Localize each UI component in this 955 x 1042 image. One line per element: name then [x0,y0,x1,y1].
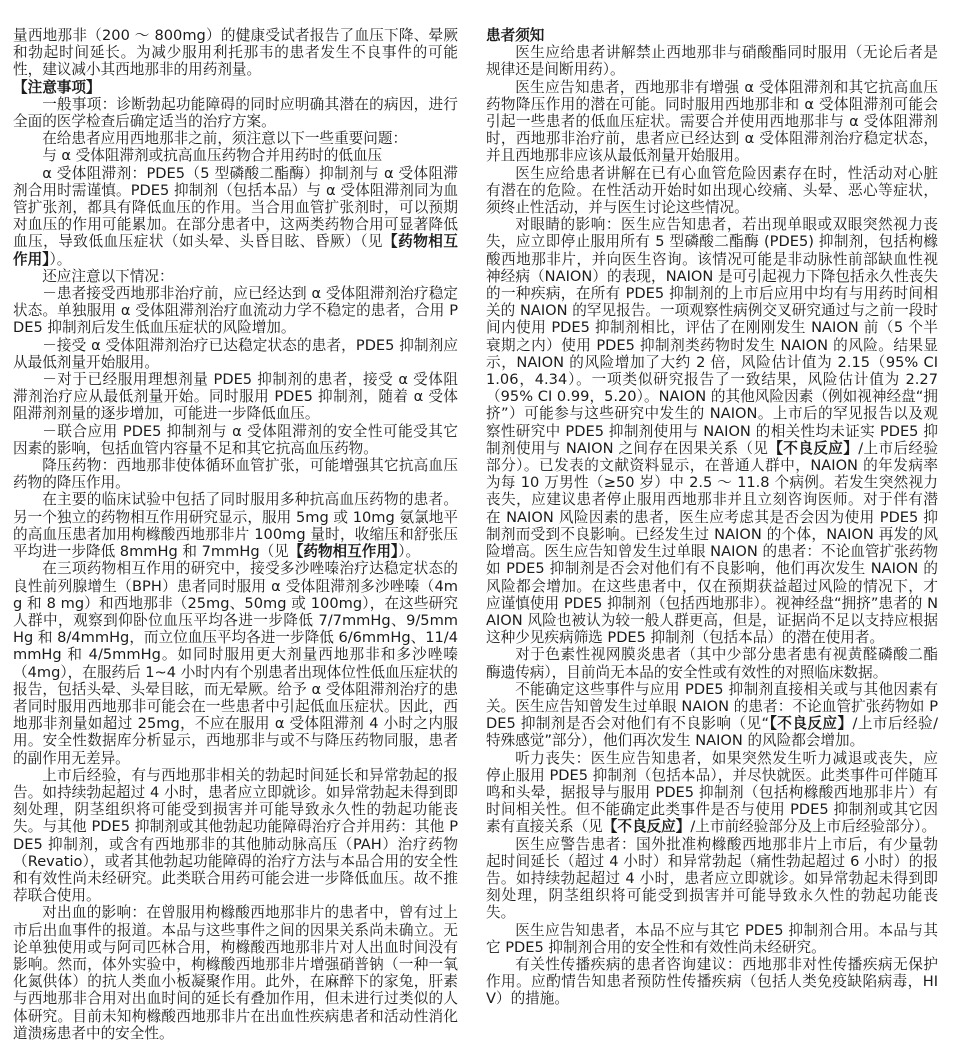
body-text: 医生应给患者讲解在已有心血管危险因素存在时，性活动对心脏有潜在的危险。在性活动开始时如出现心绞痛、头晕、恶心等症状，须终止性活动，并与医生讨论这些情况。 [486,164,938,217]
emphasized-text: 【不良反应】 [769,715,853,733]
body-text: 在给患者应用西地那非之前，须注意以下一些重要问题： [42,130,408,148]
paragraph [13,560,458,766]
paragraph [486,165,938,217]
body-text: α 受体阻滞剂：PDE5（5 型磷酸二酯酶）抑制剂与 α 受体阻滞剂合用时需谨慎。PDE5 抑制剂（包括本品）与 α 受体阻滞剂同为血管扩张剂，都具有降低血压的作用。当合用血管扩张剂时，可以预期对血压的作用可能累加。在部分患者中，这两类药物合用可显著降低血压，导致低血压症状（如头晕、头昏目眩、昏厥）（见 [13,164,458,251]
paragraph [13,285,458,337]
body-text: 降压药物：西地那非使体循环血管扩张，可能增强其它抗高血压药物的降压作用。 [13,457,458,492]
body-text: 医生应警告患者：国外批准枸橼酸西地那非片上市后，有少量勃起时间延长（超过 4 小时）和异常勃起（痛性勃起超过 6 小时）的报告。如持续勃起超过 4 小时，患者应立即就诊。如异常勃起未得到即刻处理，阴茎组织将可能受到损害并可能导致永久性的勃起功能丧失。 [486,835,938,922]
paragraph [486,646,938,680]
paragraph [486,216,938,646]
section-heading [486,27,938,44]
body-text: ）。 [398,543,421,561]
paragraph [13,130,458,147]
paragraph [486,44,938,78]
body-text: 有关性传播疾病的患者咨询建议：西地那非对性传播疾病无保护作用。应酌情告知患者预防性传播疾病（包括人类免疫缺陷病毒，HIV）的措施。 [486,955,938,1008]
right-column [486,27,938,1042]
body-text: －接受 α 受体阻滞剂治疗已达稳定状态的患者，PDE5 抑制剂应从最低剂量开始服用。 [13,336,458,371]
body-text: 不能确定这些事件与应用 PDE5 抑制剂直接相关或与其他因素有关。医生应告知曾发生过单眼 NAION 的患者：不论血管扩张药物如 PDE5 抑制剂是否会对他们有不良影响（见“ [486,680,938,733]
body-text: 与 α 受体阻滞剂或抗高血压药物合并用药时的低血压 [42,147,383,165]
paragraph [13,457,458,491]
body-text: 医生应给患者讲解禁止西地那非与硝酸酯同时服用（无论后者是规律还是间断用药）。 [486,44,938,79]
body-text: ）。 [49,250,72,268]
body-text: 对出血的影响：在曾服用枸橼酸西地那非片的患者中，曾有过上市后出血事件的报道。本品与这些事件之间的因果关系尚未确立。无论单独使用或与阿司匹林合用，枸橼酸西地那非片对人出血时间没有影响。然而，体外实验中，枸橼酸西地那非片增强硝普钠（一种一氧化氮供体）的抗人类血小板凝聚作用。此外，在麻醉下的家兔，肝素与西地那非合用对出血时间的延长有叠加作用，但未进行过类似的人体研究。目前未知枸橼酸西地那非片在出血性疾病患者和活动性消化道溃疡患者中的安全性。 [13,904,458,1042]
paragraph [13,96,458,130]
paragraph [13,491,458,560]
paragraph [13,371,458,423]
body-text: 听力丧失：医生应告知患者，如果突然发生听力减退或丧失，应停止服用 PDE5 抑制剂（包括本品），并尽快就医。此类事件可伴随耳鸣和头晕，据报导与服用 PDE5 抑制剂（包括枸橼酸西地那非片）有时间相关性。但不能确定此类事件是否与使用 PDE5 抑制剂或其它因素有直接关系（见 [486,749,938,836]
paragraph [13,268,458,285]
left-column [13,27,458,1042]
paragraph [486,956,938,1008]
body-text: /上市后经验/特殊感觉”部分），他们再次发生 NAION 的风险都会增加。 [486,715,938,750]
body-text: 在主要的临床试验中包括了同时服用多种抗高血压药物的患者。另一个独立的药物相互作用研究显示，服用 5mg 或 10mg 氨氯地平的高血压患者加用枸橼酸西地那非片 100mg 量时，收缩压和舒张压平均进一步降低 8mmHg 和 7mmHg（见 [13,491,458,561]
body-text: 一般事项：诊断勃起功能障碍的同时应明确其潜在的病因，进行全面的医学检查后确定适当的治疗方案。 [13,95,458,131]
paragraph [486,836,938,922]
emphasized-text: 【不良反应】 [768,439,859,457]
body-text: 对于色素性视网膜炎患者（其中少部分患者患有视黄醛磷酸二酯酶遗传病），目前尚无本品的安全性或有效性的对照临床数据。 [486,646,938,681]
body-text: 对眼睛的影响：医生应告知患者，若出现单眼或双眼突然视力丧失，应立即停止服用所有 5 型磷酸二酯酶 (PDE5) 抑制剂，包括枸橼酸西地那非片，并向医生咨询。该情况可能是非动脉性前部缺血性视神经病（NAION）的表现，NAION 是可引起视力下降包括永久性丧失的一种疾病，在所有 PDE5 抑制剂的上市后应用中均有与用药时间相关的 NAION 的罕见报告。一项观察性病例交叉研究通过与之前一段时间内使用 PDE5 抑制剂相比，评估了在刚刚发生 NAION 前（5 个半衰期之内）使用 PDE5 抑制剂类药物时发生 NAION 的风险。结果显示，NAION 的风险增加了大约 2 倍，风险估计值为 2.15（95% CI 1.06，4.34）。一项类似研究报告了一致结果，风险估计值为 2.27（95% CI 0.99，5.20）。NAION 的其他风险因素（例如视神经盘“拥挤”）可能参与这些研究中发生的 NAION。上市后的罕见报告以及观察性研究中 PDE5 抑制剂使用与 NAION 的相关性均未证实 PDE5 抑制剂使用与 NAION 之间存在因果关系（见 [486,216,938,457]
body-text: 医生应告知患者，西地那非有增强 α 受体阻滞剂和其它抗高血压药物降压作用的潜在可能。同时服用西地那非和 α 受体阻滞剂可能会引起一些患者的低血压症状。需要合并使用西地那非与 α 受体阻滞剂时，西地那非治疗前，患者应已经达到 α 受体阻滞剂治疗稳定状态，并且西地那非应该从最低剂量开始服用。 [486,78,938,165]
paragraph [486,750,938,836]
body-text: －联合应用 PDE5 抑制剂与 α 受体阻滞剂的安全性可能受其它因素的影响，包括血管内容量不足和其它抗高血压药物。 [13,422,458,457]
paragraph [13,904,458,1042]
body-text: 还应注意以下情况： [42,267,174,285]
paragraph [13,27,458,79]
emphasized-text: 【药物相互作用】 [13,233,458,268]
body-text: /上市前经验部分及上市后经验部分）。 [690,818,937,836]
body-text: /上市后经验部分）。已发表的文献资料显示，在普通人群中，NAION 的年发病率为每 10 万男性（≥50 岁）中 2.5 ～ 11.8 个病例。若发生突然视力丧失，应建议患者停止服用西地那非并且立刻咨询医师。对于伴有潜在 NAION 风险因素的患者，医生应考虑其是否会因为使用 PDE5 抑制剂而受到不良影响。已经发生过 NAION 的个体，NAION 再发的风险增高。医生应告知曾发生过单眼 NAION 的患者：不论血管扩张药物如 PDE5 抑制剂是否会对他们有不良影响，他们再次发生 NAION 的风险都会增加。在这些患者中，仅在预期获益超过风险的情况下，才应谨慎使用 PDE5 抑制剂（包括西地那非）。视神经盘“拥挤”患者的 NAION 风险也被认为较一般人群更高，但是，证据尚不足以支持应根据这种少见疾病筛选 PDE5 抑制剂（包括本品）的潜在使用者。 [486,439,938,647]
body-text: －对于已经服用理想剂量 PDE5 抑制剂的患者，接受 α 受体阻滞剂治疗应从最低剂量开始。同时服用 PDE5 抑制剂，随着 α 受体阻滞剂剂量的逐步增加，可能进一步降低血压。 [13,371,458,423]
paragraph [13,767,458,905]
body-text: 在三项药物相互作用的研究中，接受多沙唑嗪治疗达稳定状态的良性前列腺增生（BPH）患者同时服用 α 受体阻滞剂多沙唑嗪（4mg 和 8 mg）和西地那非（25mg、50mg 或 100mg），在这些研究人群中，观察到仰卧位血压平均各进一步降低 7/7mmHg、9/5mmHg 和 8/4mmHg，而立位血压平均各进一步降低 6/6mmHg、11/4mmHg 和 4/5mmHg。如同时服用更大剂量西地那非和多沙唑嗪（4mg），在服药后 1~4 小时内有个别患者出现体位性低血压症状的报告，包括头晕、头晕目眩，而无晕厥。给予 α 受体阻滞剂治疗的患者同时服用西地那非可能会在一些患者中引起低血压症状。因此，西地那非剂量如超过 25mg，不应在服用 α 受体阻滞剂 4 小时之内服用。安全性数据库分析显示，西地那非与或不与降压药物同服，患者的副作用无差异。 [13,560,458,767]
body-text: 医生应告知患者，本品不应与其它 PDE5 抑制剂合用。本品与其它 PDE5 抑制剂合用的安全性和有效性尚未经研究。 [486,921,938,956]
section-heading [13,79,458,96]
paragraph [13,423,458,457]
emphasized-text: 患者须知 [486,27,545,44]
paragraph [13,147,458,164]
paragraph [13,165,458,268]
body-text: 量西地那非（200 ～ 800mg）的健康受试者报告了血压下降、晕厥和勃起时间延长。为减少服用利托那韦的患者发生不良事件的可能性，建议减小其西地那非的用药剂量。 [13,27,458,79]
paragraph [486,79,938,165]
paragraph [486,681,938,750]
emphasized-text: 【注意事项】 [13,78,101,96]
emphasized-text: 【不良反应】 [602,818,691,836]
body-text: －患者接受西地那非治疗前，应已经达到 α 受体阻滞剂治疗稳定状态。单独服用 α 受体阻滞剂治疗血流动力学不稳定的患者，合用 PDE5 抑制剂后发生低血压症状的风险增加。 [13,285,458,337]
body-text: 上市后经验，有与西地那非相关的勃起时间延长和异常勃起的报告。如持续勃起超过 4 小时，患者应立即就诊。如异常勃起未得到即刻处理，阴茎组织将可能受到损害并可能导致永久性的勃起功能丧失。与其他 PDE5 抑制剂或其他勃起功能障碍治疗合并用药：其他 PDE5 抑制剂，或含有西地那非的其他肺动脉高压（PAH）治疗药物（Revatio），或者其他勃起功能障碍的治疗方法与本品合用的安全性和有效性尚未经研究。此类联合用药可能会进一步降低血压。故不推荐联合使用。 [13,766,458,905]
paragraph [13,337,458,371]
emphasized-text: 【药物相互作用】 [288,543,399,561]
paragraph [486,922,938,956]
